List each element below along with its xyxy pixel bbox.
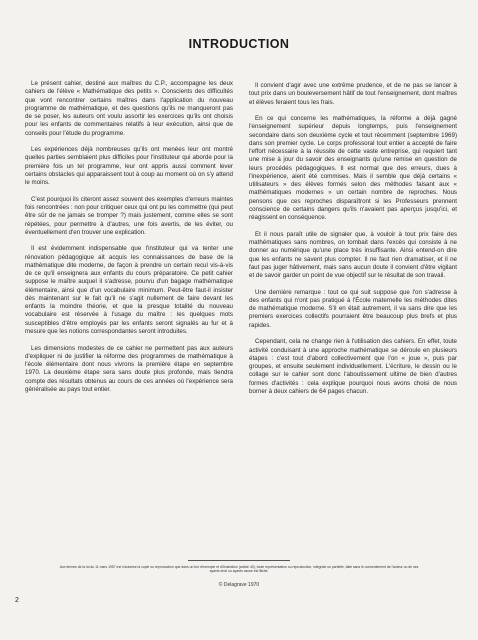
paragraph: En ce qui concerne les mathématiques, la réforme a déjà gagné l'enseignement supérieur depuis longtemps, puis l'enseignement secondaire dans son deuxième cycle et tout récemment (septembre 1969) dans son premier cycle. Le corps professoral tout entier a accepté de faire l'effort nécessaire à la réussite de cette vaste entreprise, qui requiert tant une mise à jour du savoir des enseignants qu'une remise en question de leurs procédés pédagogiques. Il est normal que des erreurs, dues à l'inexpérience, aient été commises. Mais il semble que déjà certains « utilisateurs » des élèves formés selon des méthodes faisant aux « mathématiques modernes » un certain nombre de reproches. Nous pensons que ces reproches disparaîtront si les Professeurs prennent conscience de certains dangers qu'ils n'avaient pas aperçus jusqu'ici, et réagissent en conséquence. bbox=[249, 115, 457, 222]
paragraph: Il convient d'agir avec une extrême prudence, et de ne pas se lancer à tout prix dans un bouleversement hâtif de tout l'enseignement, dont maîtres et élèves feraient tous les frais. bbox=[249, 82, 457, 106]
footer-divider bbox=[188, 560, 290, 561]
paragraph: Et il nous paraît utile de signaler que, à vouloir à tout prix faire des mathématiques sans nombres, on tombait dans l'excès qui consiste à ne donner au numérique qu'une place très insuffisante. Ainsi entend-on dire que les enfants ne savent plus compter. Il ne faut rien dramatiser, et il ne faut pas juger hâtivement, mais sans aucun doute il convient d'être vigilant et de savoir garder un point de vue objectif sur le résultat de son travail. bbox=[249, 230, 457, 280]
left-column bbox=[25, 80, 233, 402]
paragraph: Il est évidemment indispensable que l'instituteur qui va tenter une rénovation pédagogique ait acquis les connaissances de base de la mathématique dite moderne, de façon à prendre un certain recul vis-à-vis de ce qu'il enseignera aux enfants du cours préparatoire. Ce petit cahier suppose le maître auquel il s'adresse, pourvu d'un bagage mathématique élémentaire, ainsi que d'un vocabulaire minimum. Peut-être faut-il insister dès maintenant sur le fait qu'il ne s'agit nullement de faire devant les enfants la moindre théorie, et que la presque totalité du nouveau vocabulaire est réservée à l'usage du maître : les quelques mots susceptibles d'être employés par les enfants seront signalés au fur et à mesure que les notions correspondantes seront introduites. bbox=[25, 245, 233, 335]
right-column bbox=[249, 82, 457, 404]
legal-notice: Aux termes de la loi du 11 mars 1957 est n'autorise la copie ou reproduction que dans un but d'exemple et d'illustration (article 40), toute représentation ou reproduction, intégrale ou partielle, faite sans le consentement de l'auteur ou de ses ayants droit ou ayants cause est illicite. bbox=[59, 565, 419, 574]
paragraph: Les dimensions modestes de ce cahier ne permettent pas aux auteurs d'expliquer ni de justifier la réforme des programmes de mathématique à l'école élémentaire dont nous vivrons la première étape en septembre 1970. La deuxième étape sera sans doute plus profonde, mais tiendra compte des résultats obtenus au cours de ces années où l'expérience sera généralisée au pays tout entier. bbox=[25, 344, 233, 393]
paragraph: C'est pourquoi ils citeront assez souvent des exemples d'erreurs maintes fois rencontrées : non pour critiquer ceux qui ont pu les commettre (qui peut être sûr de ne jamais se tromper ?) mais justement, comme elles se sont répétées, pour permettre à d'autres, une fois avertis, de les éviter, ou éventuellement d'en trouver une explication. bbox=[25, 195, 233, 236]
paragraph: Cependant, cela ne change rien à l'utilisation des cahiers. En effet, toute activité conduisant à une approche mathématique se déroule en plusieurs étapes : c'est tout d'abord collectivement que l'on « joue », puis par groupes, et ensuite seulement individuellement. L'écriture, le dessin ou le collage sur le cahier sont donc l'aboutissement ultime de bien d'autres formes d'activités : cela explique pourquoi nous avons choisi de nous borner à deux cahiers de 64 pages chacun. bbox=[249, 338, 457, 395]
paragraph: Une dernière remarque : tout ce qui suit suppose que l'on s'adresse à des enfants qui n'ont pas pratiqué à l'École maternelle les méthodes dites de mathématique moderne. S'il en était autrement, il va sans dire que les premiers exercices collectifs pourraient être beaucoup plus brefs et plus rapides. bbox=[249, 288, 457, 329]
copyright-line: © Delagrave 1970 bbox=[218, 582, 260, 588]
page-title: INTRODUCTION bbox=[188, 37, 290, 51]
page-number: 2 bbox=[15, 597, 19, 604]
paragraph: Les expériences déjà nombreuses qu'ils ont menées leur ont montré quelles parties semblaient plus difficiles pour l'instituteur qui aborde pour la première fois un tel programme, leur ont appris aussi comment lever certains obstacles qui apparaissent tout à coup au moment où on s'y attend le moins. bbox=[25, 146, 233, 187]
paragraph: Le présent cahier, destiné aux maîtres du C.P., accompagne les deux cahiers de l'élève « Mathématique des petits ». Conscients des difficultés que vont rencontrer certains maîtres dans l'application du nouveau programme de mathématique, et des questions qu'ils ne manqueront pas de se poser, les auteurs ont voulu assortir les exercices qu'ils ont choisis pour les enfants de commentaires relatifs à leur exécution, ainsi que de conseils pour l'étude du programme. bbox=[25, 80, 233, 137]
